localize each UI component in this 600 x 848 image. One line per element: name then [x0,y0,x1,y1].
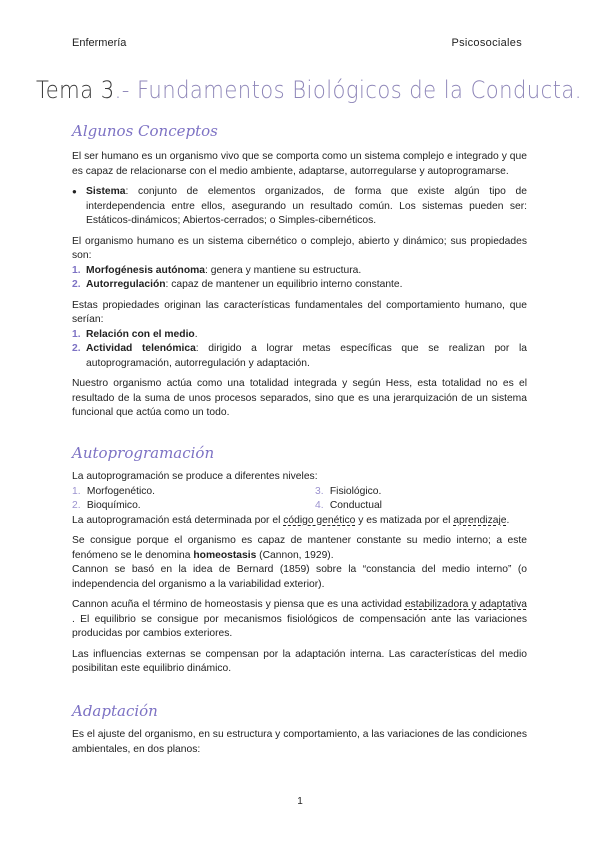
list-number: 1. [72,485,81,497]
paragraph: El ser humano es un organismo vivo que se comporta como un sistema complejo e integrado y que es capaz de relacionarse con el medio ambiente, adaptarse, autorregularse y autoprogramarse. [72,151,527,177]
list-item [72,264,527,279]
term: homeostasis [193,549,257,561]
list-text: Conductual [329,500,382,511]
term: Sistema [86,186,126,197]
text-run: . El equilibrio se consigue por mecanismos fisiológicos de compensación ante las variaciones producidas por cambios exteriores. [72,613,527,639]
list-item [72,342,527,371]
paragraph: Estas propiedades originan las características fundamentales del comportamiento humano, que serían: [72,299,527,325]
section-body-autoprogramacion [72,470,527,677]
underlined-term: código genético [283,514,356,526]
paragraph: El organismo humano es un sistema cibernético o complejo, abierto y dinámico; sus propiedades son: [72,235,527,261]
page-title [36,76,582,104]
text-run: Se consigue porque el organismo es capaz de mantener constante su medio interno; a este fenómeno se le denomina [72,535,527,561]
page-number: 1 [297,796,303,807]
section-body-adaptacion [72,728,527,757]
list-text: : capaz de mantener un equilibrio interno constante. [165,279,403,290]
list-item [72,499,315,514]
list-item [315,485,515,500]
bullet-text: : conjunto de elementos organizados, de forma que existe algún tipo de interdependencia entre ellos, asegurando un resultado común. Los sistemas pueden ser: Estáticos-dinámicos; Abiertos-cerrados; o Simples-cibernéticos. [86,186,527,226]
list-number: 2. [72,279,81,290]
term: Actividad telenómica [86,343,196,354]
list-item [72,278,527,293]
list-number: 1. [72,264,81,276]
paragraph: Nuestro organismo actúa como una totalidad integrada y según Hess, esta totalidad no es el resultado de la suma de unos procesos separados, sino que es una jerarquización de un sistema funcional que actúa como un todo. [72,378,527,418]
paragraph: Cannon se basó en la idea de Bernard (1859) sobre la “constancia del medio interno” (o independencia del organismo a la variabilidad exterior). [72,564,527,590]
list-item [315,499,515,514]
text-run: La autoprogramación está determinada por el [72,514,284,526]
bullet-dot-icon: ● [72,187,77,196]
bullet-item [72,185,527,229]
section-heading-conceptos: Algunos Conceptos [72,122,218,140]
list-text: . [194,328,198,340]
header-course: Psicosociales [451,37,522,49]
title-topic: Tema 3 [36,76,115,104]
term: Relación con el medio [86,328,195,340]
text-run: . [506,514,510,526]
list-item [72,328,527,343]
list-text: : genera y mantiene su estructura. [205,264,362,276]
underlined-term: aprendizaje [453,514,507,526]
list-item [72,485,315,500]
list-number: 4. [315,500,324,511]
text-run: (Cannon, 1929). [256,549,334,561]
list-number: 3. [315,485,324,497]
levels-list [72,485,527,514]
section-body-conceptos [72,150,527,421]
underlined-term: estabilizadora y adaptativa [404,599,527,610]
list-text: Morfogenético. [86,485,155,497]
paragraph [72,598,527,642]
list-number: 2. [72,343,81,354]
paragraph: La autoprogramación se produce a diferentes niveles: [72,471,318,482]
title-subject: .- Fundamentos Biológicos de la Conducta. [114,76,582,104]
list-text: : dirigido a lograr metas específicas que se realizan por la autoprogramación, autorregulación y adaptación. [86,343,528,369]
paragraph: Las influencias externas se compensan por la adaptación interna. Las características del medio posibilitan este equilibrio dinámico. [72,648,527,674]
list-number: 1. [72,328,81,340]
text-run: Cannon acuña el término de homeostasis y piensa que es una actividad [72,599,405,610]
header-subject: Enfermería [72,37,127,49]
paragraph [72,514,527,529]
term: Morfogénesis autónoma [86,264,205,276]
list-text: Fisiológico. [329,485,382,497]
paragraph: Es el ajuste del organismo, en su estructura y comportamiento, a las variaciones de las condiciones ambientales, en dos planos: [72,729,528,755]
term: Autorregulación [86,279,166,290]
section-heading-adaptacion: Adaptación [72,702,158,720]
section-heading-autoprogramacion: Autoprogramación [72,444,215,462]
paragraph [72,534,527,563]
list-text: Bioquímico. [86,500,141,511]
list-number: 2. [72,500,81,511]
text-run: y es matizada por el [355,514,454,526]
